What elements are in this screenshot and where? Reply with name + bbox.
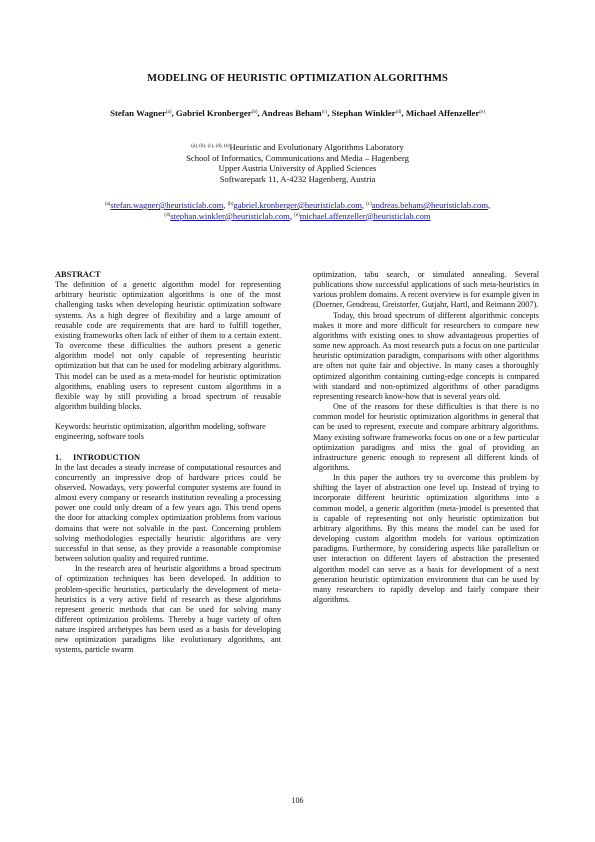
keywords: Keywords: heuristic optimization, algorithm modeling, software engineering, software tools xyxy=(55,422,266,442)
email-separator: , xyxy=(361,200,367,210)
intro-paragraph-1: In the last decades a steady increase of computational resources and concurrently an impressive drop of hardware prices could be observed. Nowadays, very powerful computer systems are found in almost every company or research institution revealing a processing power one could only dream of a few years ago. This trend opens the door for attacking complex optimization problems from various domains that were not solvable in the past. Concerning problem solving methodologies especially heuristic algorithms are very successful in that sense, as they provide a reasonable compromise between solution quality and required runtime. xyxy=(55,462,281,564)
author-list: Stefan Wagner$^{(a)}$, Gabriel Kronberger$^{(b)}$, Andreas Beham$^{(c)}$, Stephan Winkler$^{(d)}$, Michael Affenzeller$^{(e)}$ xyxy=(110,108,485,118)
intro-paragraph-3: Today, this broad spectrum of different algorithmic concepts makes it more and more difficult for researchers to compare new algorithms with existing ones to show advantageous properties of some new approach. As most research puts a focus on one particular heuristic optimization paradigm, comparisons with other algorithms are often not quite fair and objective. In many cases a thoroughly optimized algorithm containing cutting-edge concepts is compared with standard and non-optimized algorithms of other paradigms representing research know-how that is several years old. xyxy=(313,310,539,401)
author-mark: (d) xyxy=(395,110,402,115)
author-name: Andreas Beham xyxy=(261,108,322,118)
email-link[interactable]: gabriel.kronberger@heuristiclab.com xyxy=(233,200,362,210)
abstract-heading: ABSTRACT xyxy=(55,270,101,279)
author-name: Michael Affenzeller xyxy=(405,108,480,118)
author-mark: (e) xyxy=(479,110,485,115)
email-link[interactable]: michael.affenzeller@heuristiclab.com xyxy=(299,210,431,221)
affiliation-address: Softwarepark 11, A-4232 Hagenberg, Austria xyxy=(219,173,376,184)
paper-title: MODELING OF HEURISTIC OPTIMIZATION ALGORITHMS xyxy=(147,73,448,84)
section-heading xyxy=(55,453,281,463)
section-number: 1. xyxy=(55,452,62,462)
author-name: Stephan Winkler xyxy=(331,108,396,118)
email-separator: , xyxy=(223,200,228,210)
author-name: Gabriel Kronberger xyxy=(175,108,252,118)
affiliation-marks: (a), (b), (c), (d), (e) xyxy=(191,144,230,149)
affiliation-school: School of Informatics, Communications and Media – Hagenberg xyxy=(186,152,409,163)
email-mark: (d) xyxy=(164,212,171,218)
author-mark: (b) xyxy=(251,110,258,115)
affiliation-block xyxy=(0,142,595,184)
email-link[interactable]: stephan.winkler@heuristiclab.com xyxy=(170,210,290,221)
email-mark: (e) xyxy=(294,212,300,218)
email-separator: , xyxy=(289,210,295,221)
author-mark: (c) xyxy=(321,110,328,115)
affiliation-university: Upper Austria University of Applied Sciences xyxy=(218,163,377,174)
page-number: 106 xyxy=(291,796,304,805)
left-column xyxy=(55,270,281,656)
section-title: INTRODUCTION xyxy=(73,452,141,462)
affiliation-lab: Heuristic and Evolutionary Algorithms Laboratory xyxy=(229,142,404,152)
email-separator: , xyxy=(488,200,491,210)
right-column xyxy=(313,270,539,605)
email-mark: (a) xyxy=(104,202,111,207)
email-list xyxy=(0,200,595,221)
email-link[interactable]: andreas.beham@heuristiclab.com xyxy=(371,200,489,210)
email-mark: (b) xyxy=(227,202,234,207)
intro-paragraph-4: One of the reasons for these difficulties is that there is no common model for heuristic optimization algorithms in general that can be used to represent, execute and compare arbitrary algorithms. Many existing software frameworks focus on one or a few particular optimization paradigms and miss the goal of providing an infrastructure generic enough to represent all different kinds of algorithms. xyxy=(313,402,539,472)
author-mark: (a) xyxy=(165,110,172,115)
intro-paragraph-2: In the research area of heuristic algorithms a broad spectrum of optimization techniques has been developed. In addition to problem-specific heuristics, particularly the development of meta-heuristics is a very active field of research as these algorithms represent generic methods that can be used for solving many different optimization problems. Thereby a huge variety of often nature inspired archetypes has been used as a basis for developing new optimization paradigms like evolutionary algorithms, ant systems, particle swarm xyxy=(55,564,281,655)
author-name: Stefan Wagner xyxy=(110,108,166,118)
intro-paragraph-2-continued: optimization, tabu search, or simulated annealing. Several publications show successful applications of such meta-heuristics in various problem domains. A recent overview is for example given in (Doerner, Gendreau, Greistorfer, Gutjahr, Hartl, and Reimann 2007). xyxy=(313,270,539,310)
abstract-text: The definition of a generic algorithm model for representing arbitrary heuristic optimization algorithms is one of the most challenging tasks when developing heuristic optimization software systems. As a high degree of flexibility and a large amount of reusable code are requirements that are hard to fulfill together, existing frameworks often lack of either of them to a certain extent. To overcome these difficulties the authors present a generic algorithm model not only capable of representing heuristic optimization but that can be used for modeling arbitrary algorithms. This model can be used as a meta-model for heuristic optimization algorithms, enabling users to represent custom algorithms in a flexible way by still providing a broad spectrum of reusable algorithm building blocks. xyxy=(55,280,281,412)
intro-paragraph-5: In this paper the authors try to overcome this problem by shifting the layer of abstraction one level up. Instead of trying to incorporate different heuristic optimization algorithms into a common model, a generic algorithm (meta-)model is presented that is capable of representing not only heuristic optimization but arbitrary algorithms. By this means the model can be used for developing custom algorithm models for various optimization paradigms. Furthermore, by considering aspects like parallelism or user interaction on different layers of abstraction the presented algorithm model can serve as a basis for development of a next generation heuristic optimization environment that can be used by many researchers to rapidly develop and fairly compare their algorithms. xyxy=(313,473,539,604)
email-link[interactable]: stefan.wagner@heuristiclab.com xyxy=(110,200,224,210)
email-mark: (c) xyxy=(366,202,372,207)
